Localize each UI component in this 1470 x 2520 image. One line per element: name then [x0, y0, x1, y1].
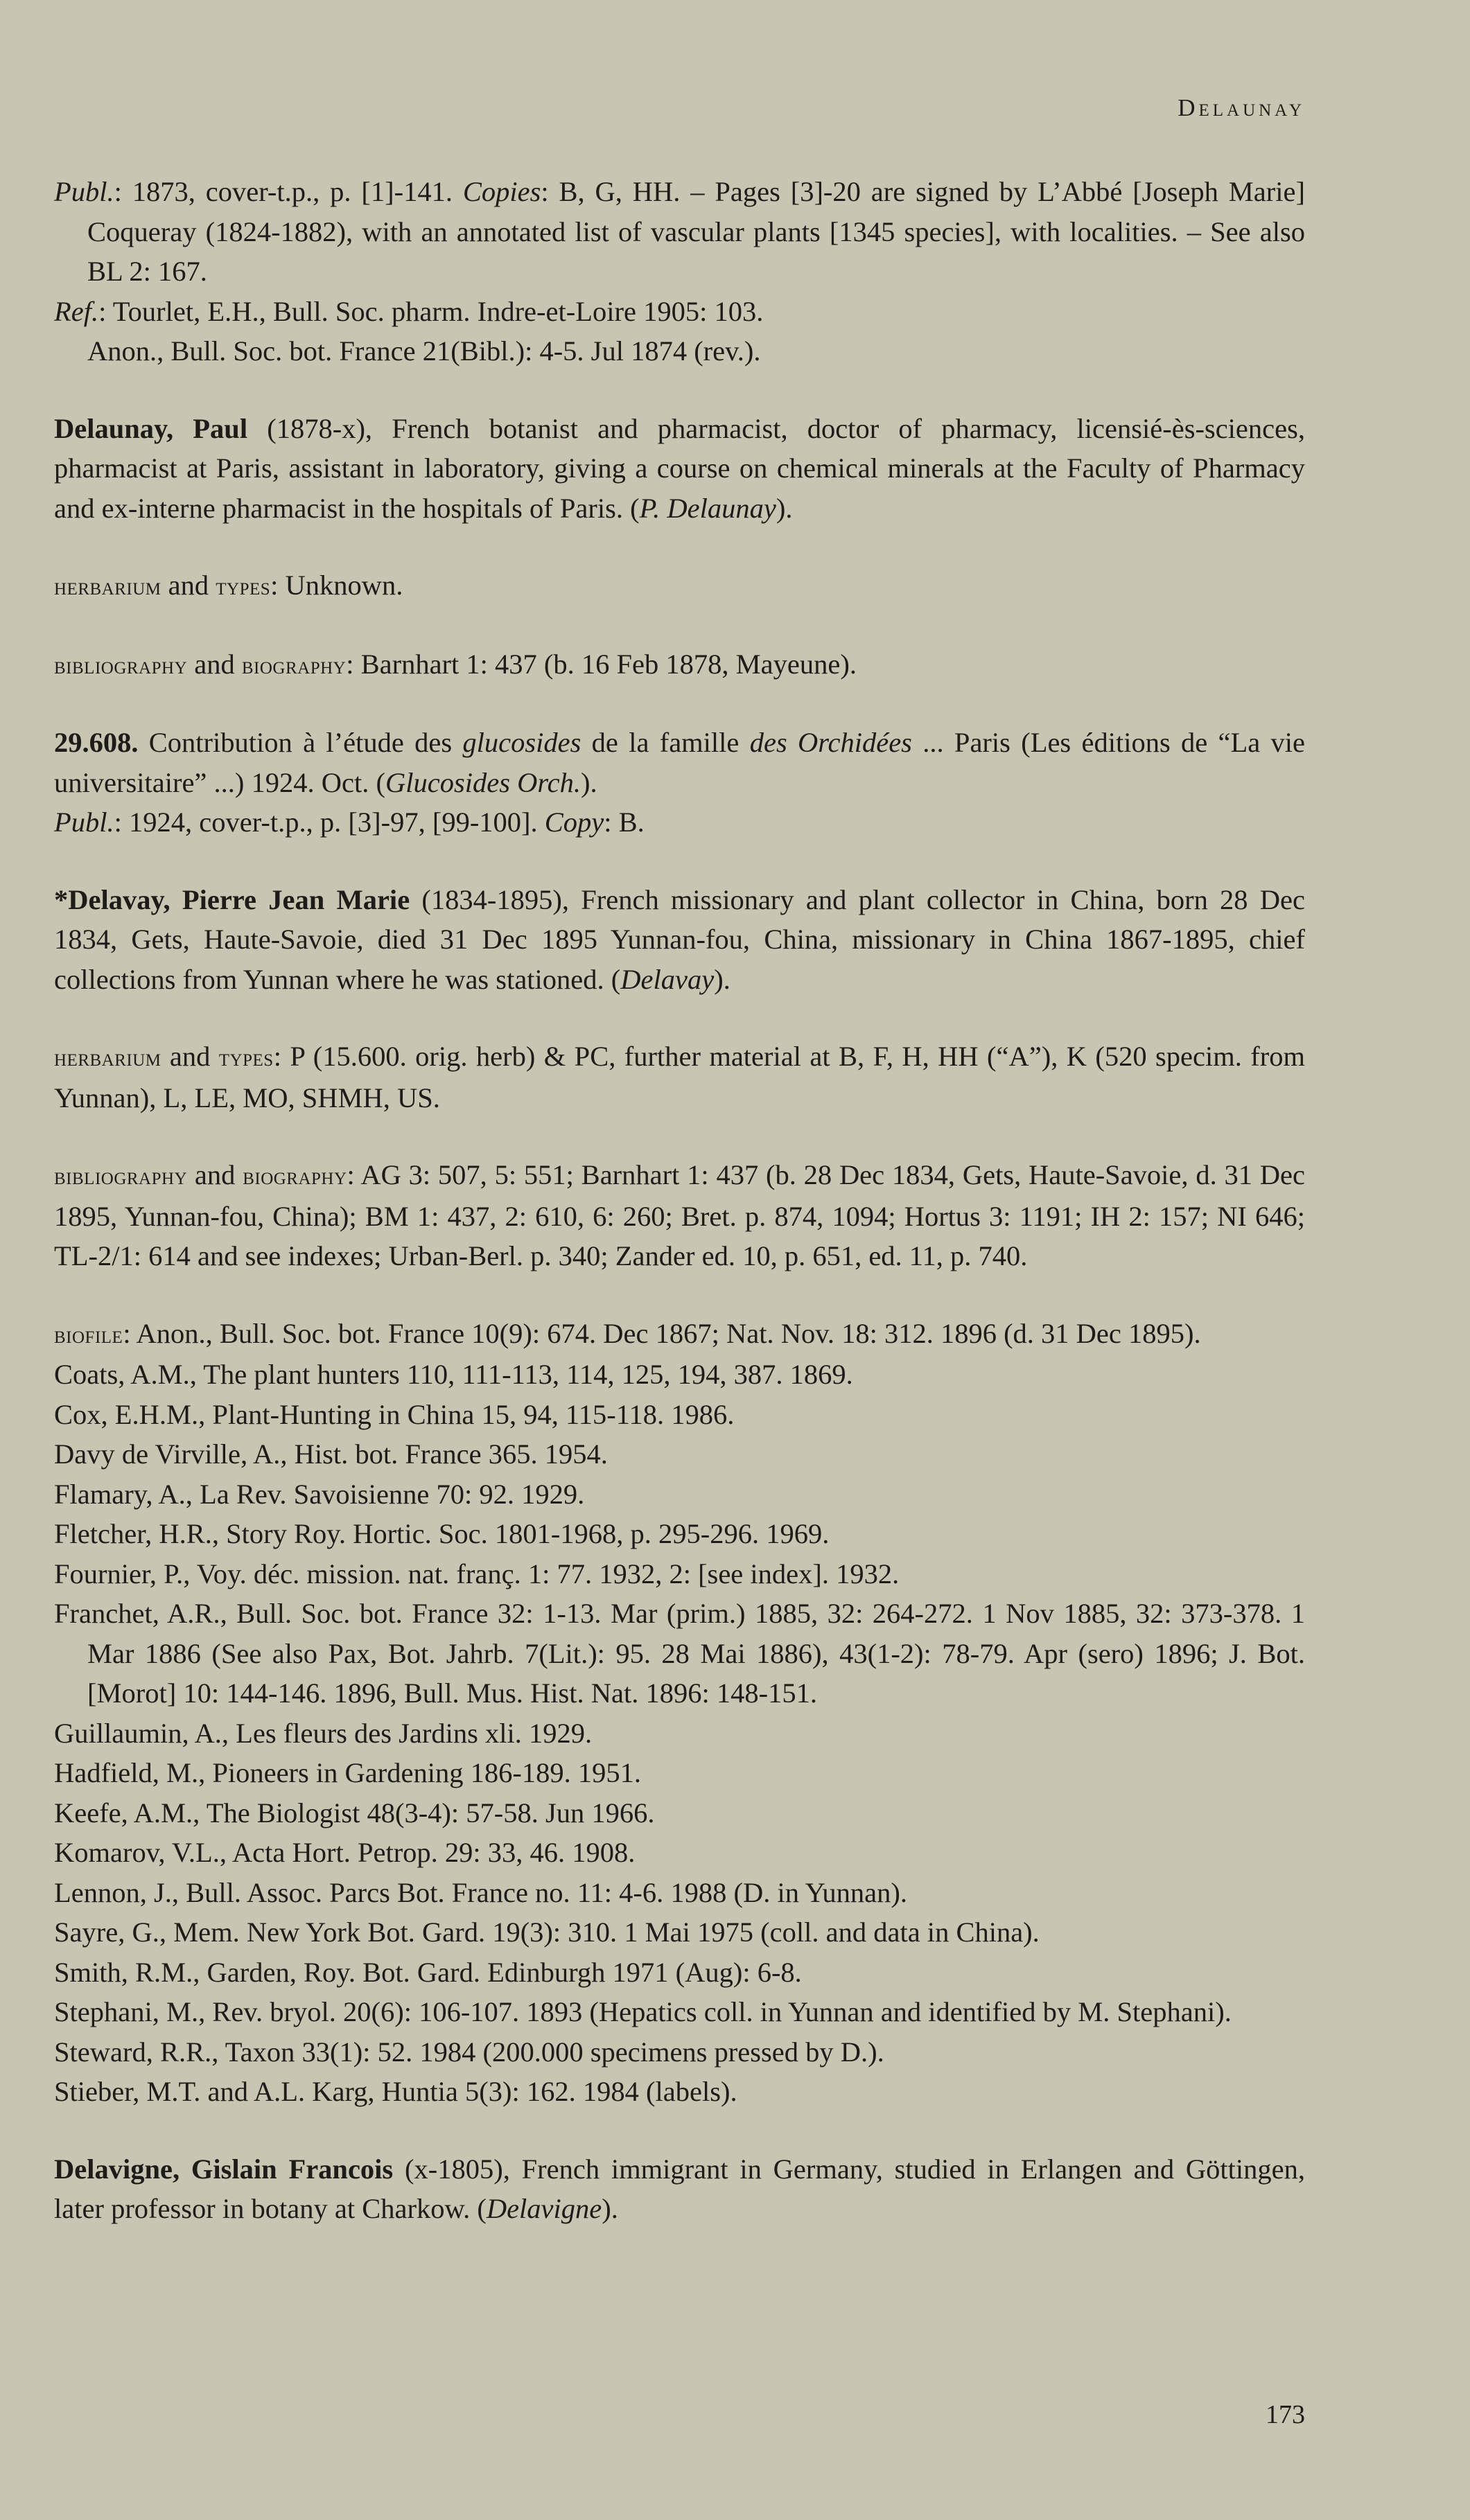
entry-name: Delavigne, Gislain Francois	[54, 2153, 394, 2185]
biofile-item	[54, 1314, 1305, 1355]
entry-delavay	[54, 880, 1305, 1000]
and-text: and	[161, 1041, 219, 1072]
biofile-item: Steward, R.R., Taxon 33(1): 52. 1984 (200.000 specimens pressed by D.).	[54, 2036, 884, 2068]
work-title-text: Contribution à l’étude des	[138, 727, 463, 758]
entry-eponym: Delavay	[620, 963, 715, 995]
copy-label: Copy	[544, 807, 604, 838]
publ-label: Publ.	[54, 176, 114, 207]
work-title-italic: glucosides	[462, 727, 581, 758]
biofile-section	[54, 1314, 1305, 2112]
work-title-text: ).	[580, 766, 597, 798]
and-text: and	[187, 1159, 243, 1190]
biofile-item: Lennon, J., Bull. Assoc. Parcs Bot. France no. 11: 4-6. 1988 (D. in Yunnan).	[54, 1876, 907, 1908]
entry-delavigne	[54, 2149, 1305, 2229]
copies-label: Copies	[462, 176, 541, 207]
work-title-text: ... Paris (Les éditions de “La vie universitaire” ...) 1924. Oct. (	[54, 727, 1305, 798]
biofile-item: Flamary, A., La Rev. Savoisienne 70: 92. 1929.	[54, 1478, 585, 1510]
work-entry	[54, 723, 1305, 843]
work-title	[54, 723, 1305, 802]
biofile-item: Davy de Virville, A., Hist. bot. France 365. 1954.	[54, 1438, 608, 1470]
entry-name: *Delavay, Pierre Jean Marie	[54, 883, 410, 915]
work-publication	[54, 802, 1305, 843]
entry-description: (1878-x), French botanist and pharmacist, doctor of pharmacy, licensié-ès-sciences, pharmacist at Paris, assistant in laboratory, giving a course on chemical minerals at the Faculty of Pharmacy and ex-interne pharmacist in the hospitals of Paris. (	[54, 412, 1305, 524]
biofile-item: Franchet, A.R., Bull. Soc. bot. France 32: 1-13. Mar (prim.) 1885, 32: 264-272. 1 Nov 1885, 32: 373-378. 1 Mar 1886 (See also Pax, Bot. Jahrb. 7(Lit.): 95. 28 Mai 1886), 43(1-2): 78-79. Apr (sero) 1896; J. Bot. [Morot] 10: 144-146. 1896, Bull. Mus. Hist. Nat. 1896: 148-151.	[54, 1598, 1305, 1709]
biofile-item: Stephani, M., Rev. bryol. 20(6): 106-107. 1893 (Hepatics coll. in Yunnan and identified by M. Stephani).	[54, 1996, 1232, 2027]
biofile-item: Fletcher, H.R., Story Roy. Hortic. Soc. 1801-1968, p. 295-296. 1969.	[54, 1518, 830, 1549]
herbarium-label: herbarium	[54, 572, 161, 600]
biofile-item: Coats, A.M., The plant hunters 110, 111-113, 114, 125, 194, 387. 1869.	[54, 1359, 853, 1390]
reference-note	[54, 292, 1305, 332]
bibliography-section	[54, 1155, 1305, 1276]
bibliography-text: : Barnhart 1: 437 (b. 16 Feb 1878, Mayeune).	[346, 648, 857, 680]
herbarium-label: herbarium	[54, 1043, 161, 1071]
work-abbreviation: Glucosides Orch.	[385, 766, 581, 798]
biofile-item: Sayre, G., Mem. New York Bot. Gard. 19(3): 310. 1 Mai 1975 (coll. and data in China).	[54, 1917, 1040, 1948]
and-text: and	[161, 570, 216, 601]
ref-label: Ref.	[54, 295, 99, 327]
publ-text: : 1924, cover-t.p., p. [3]-97, [99-100].	[114, 807, 545, 838]
ref-text: : Tourlet, E.H., Bull. Soc. pharm. Indre-et-Loire 1905: 103.	[98, 295, 764, 327]
biofile-item: Hadfield, M., Pioneers in Gardening 186-189. 1951.	[54, 1757, 641, 1788]
and-text: and	[187, 648, 242, 680]
entry-delaunay-paul	[54, 409, 1305, 529]
entry-eponym: Delavigne	[486, 2193, 602, 2224]
biofile-text: : Anon., Bull. Soc. bot. France 10(9): 674. Dec 1867; Nat. Nov. 18: 312. 1896 (d. 31 Dec 1895).	[123, 1317, 1201, 1349]
biofile-item: Keefe, A.M., The Biologist 48(3-4): 57-58. Jun 1966.	[54, 1797, 655, 1829]
page-number: 173	[1266, 2400, 1305, 2429]
publ-text-2: : B, G, HH. – Pages [3]-20 are signed by L’Abbé [Joseph Marie] Coqueray (1824-1882), with an annotated list of vascular plants [1345 species], with localities. – See also BL 2: 167.	[87, 176, 1305, 287]
work-title-italic: des Orchidées	[749, 727, 912, 758]
biography-label: biography	[241, 651, 347, 679]
bibliography-section	[54, 644, 1305, 686]
entry-description: (1834-1895), French missionary and plant collector in China, born 28 Dec 1834, Gets, Haute-Savoie, died 31 Dec 1895 Yunnan-fou, China, missionary in China 1867-1895, chief collections from Yunnan where he was stationed. (	[54, 883, 1305, 995]
types-label: types	[216, 572, 271, 600]
work-number: 29.608.	[54, 727, 139, 758]
herbarium-section	[54, 1037, 1305, 1118]
entry-coqueray-continuation	[54, 172, 1305, 371]
entry-description: (x-1805), French immigrant in Germany, studied in Erlangen and Göttingen, later professor in botany at Charkow. (	[54, 2153, 1306, 2224]
page-body	[54, 172, 1305, 2229]
running-head: Delaunay	[1178, 94, 1305, 121]
entry-description-end: ).	[602, 2193, 618, 2224]
herbarium-text: : P (15.600. orig. herb) & PC, further material at B, F, H, HH (“A”), K (520 specim. from Yunnan), L, LE, MO, SHMH, US.	[54, 1041, 1305, 1113]
entry-description-end: ).	[714, 963, 730, 995]
reference-note-2: Anon., Bull. Soc. bot. France 21(Bibl.): 4-5. Jul 1874 (rev.).	[87, 335, 761, 367]
types-label: types	[218, 1043, 274, 1071]
biography-label: biography	[243, 1162, 347, 1190]
herbarium-section	[54, 565, 1305, 607]
entry-description-end: ).	[776, 492, 793, 524]
publ-text: : 1873, cover-t.p., p. [1]-141.	[114, 176, 463, 207]
publication-note	[54, 172, 1305, 292]
biofile-item: Stieber, M.T. and A.L. Karg, Huntia 5(3): 162. 1984 (labels).	[54, 2076, 737, 2107]
entry-name: Delaunay, Paul	[54, 412, 248, 444]
bibliography-text: : AG 3: 507, 5: 551; Barnhart 1: 437 (b. 28 Dec 1834, Gets, Haute-Savoie, d. 31 Dec 1895, Yunnan-fou, China); BM 1: 437, 2: 610, 6: 260; Bret. p. 874, 1094; Hortus 3: 1191; IH 2: 157; NI 646; TL-2/1: 614 and see indexes; Urban-Berl. p. 340; Zander ed. 10, p. 651, ed. 11, p. 740.	[54, 1159, 1305, 1271]
biofile-item: Guillaumin, A., Les fleurs des Jardins xli. 1929.	[54, 1717, 593, 1749]
entry-eponym: P. Delaunay	[639, 492, 776, 524]
bibliography-label: bibliography	[54, 1162, 188, 1190]
biofile-item: Cox, E.H.M., Plant-Hunting in China 15, 94, 115-118. 1986.	[54, 1398, 735, 1430]
herbarium-text: : Unknown.	[270, 570, 403, 601]
biofile-item: Komarov, V.L., Acta Hort. Petrop. 29: 33, 46. 1908.	[54, 1837, 636, 1868]
biofile-label: biofile	[54, 1320, 123, 1348]
work-title-text: de la famille	[581, 727, 750, 758]
biofile-item: Smith, R.M., Garden, Roy. Bot. Gard. Edinburgh 1971 (Aug): 6-8.	[54, 1956, 802, 1988]
copy-text: : B.	[604, 807, 645, 838]
biofile-item: Fournier, P., Voy. déc. mission. nat. franç. 1: 77. 1932, 2: [see index]. 1932.	[54, 1558, 900, 1589]
publ-label: Publ.	[54, 807, 114, 838]
entry-header	[54, 409, 1305, 529]
bibliography-label: bibliography	[54, 651, 188, 679]
